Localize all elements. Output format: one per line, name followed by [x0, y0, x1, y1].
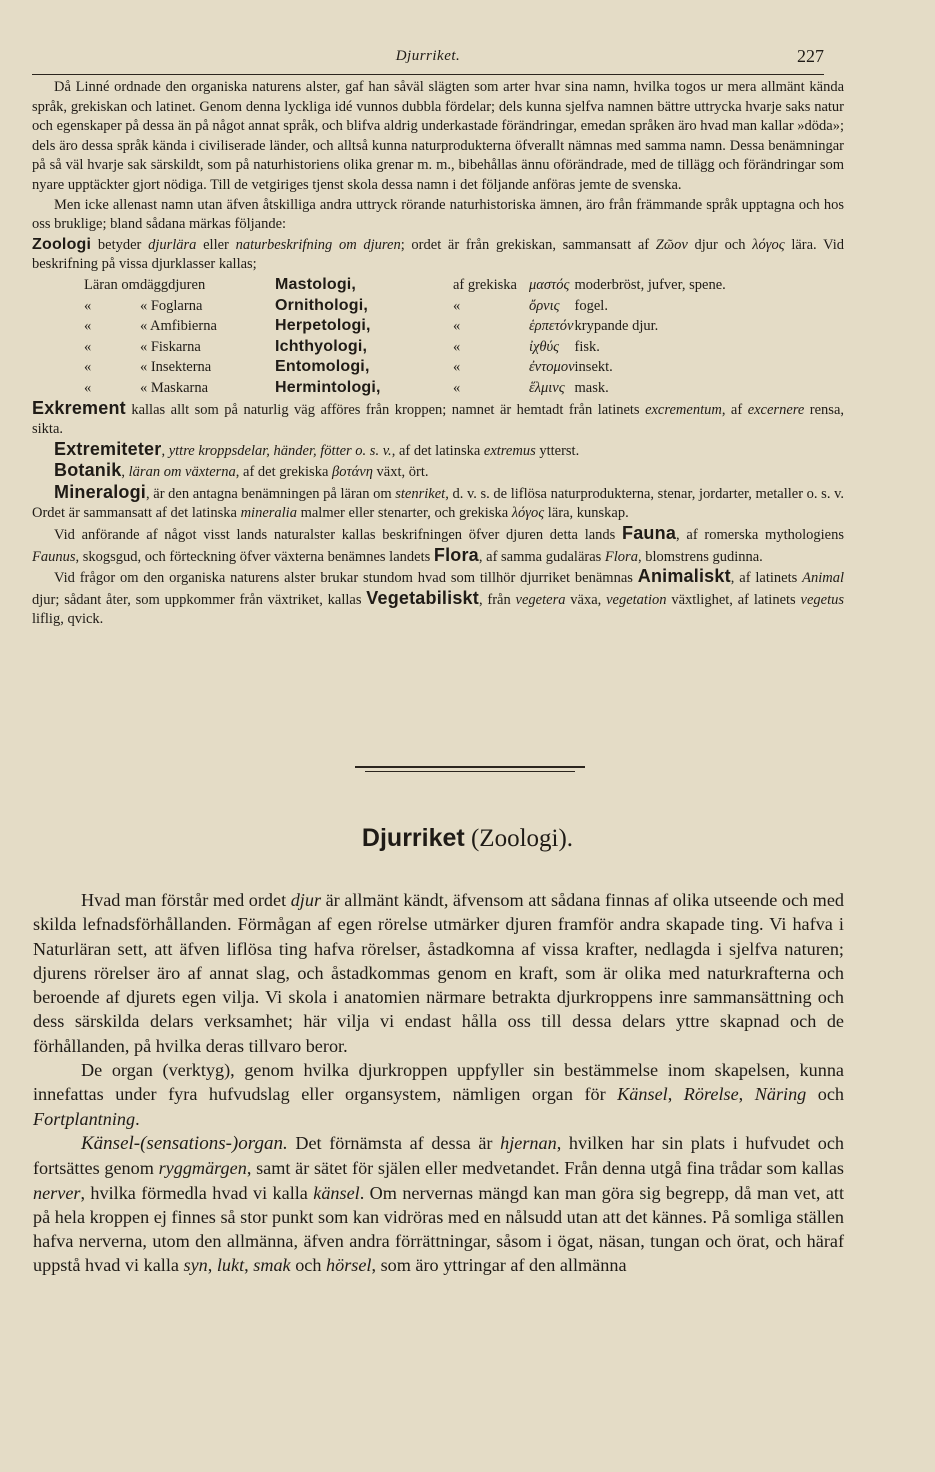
term-zoologi: Zoologi	[32, 235, 92, 253]
term-flora: Flora	[433, 544, 479, 565]
term-mineralogi: Mineralogi	[54, 481, 147, 502]
subheading-kansel: Känsel-(sensations-)organ.	[81, 1132, 288, 1154]
paragraph-djur: Hvad man förstår med ordet djur är allmänt kändt, äfvensom att sådana finnas af olika utseende och med skilda lefnadsförhållanden. Förmågan af egen rörelse utmärker djuren framför andra skapade ting. Vi hafva i Naturläran sett, att äfven liflösa ting hafva rörelser, åstadkomna af vissa krafter, nedlagda i sjelfva naturen; djurens rörelser äro af annat slag, och åstadkommas genom en kraft, som är olika med naturkrafterna och beroende af djurets egen vilja. Vi skola i anatomien närmare betrakta djurkroppens inre sammansättning och dess särskilda delars verksamhet; här vilja vi endast hålla oss till dessa delars yttre skapnad och de förhållanden, på hvilka deras tillvaro beror.	[33, 890, 844, 1056]
term-fauna: Fauna	[622, 523, 677, 544]
paragraph-organ: De organ (verktyg), genom hvilka djurkroppen uppfyller sin bestämmelse inom skapelsen, kunna innefattas under fyra hufvudslag eller organsystem, nämligen organ för Känsel, Rörelse, Näring och Fortplantning.	[33, 1060, 845, 1129]
entry-exkrement: Exkrement kallas allt som på naturlig väg afföres från kroppen; namnet är hemtadt från latinets excrementum, af excernere rensa, sikta.	[32, 397, 845, 438]
table-row: « « Maskarna Hermintologi, « ἕλμινς mask.	[32, 378, 726, 399]
section-title: Djurriket	[361, 824, 465, 852]
term-ornithologi: Ornithologi,	[274, 296, 369, 314]
term-animaliskt: Animaliskt	[637, 566, 731, 587]
section-divider-thin	[365, 771, 575, 772]
term-hermintologi: Hermintologi,	[274, 378, 381, 396]
entry-zoologi: Zoologi betyder djurlära eller naturbeskrifning om djuren; ordet är från grekiskan, sammansatt af Ζῶον djur och λόγος lära. Vid beskrifning på vissa djurklasser kallas;	[32, 235, 844, 273]
intro-small-print	[32, 78, 844, 630]
entry-mineralogi: Mineralogi, är den antagna benämningen på läran om stenriket, d. v. s. de liflösa naturprodukterna, stenar, jordarter, metaller o. s. v. Ordet är sammansatt af det latinska mineralia malmer eller stenarter, och grekiska λόγος lära, kunskap.	[32, 481, 845, 522]
table-row: « « Fiskarna Ichthyologi, « ἰχθύς fisk.	[32, 337, 726, 358]
class-terms-table	[32, 275, 726, 399]
section-subtitle: (Zoologi).	[464, 825, 574, 852]
entry-animaliskt-vegetabiliskt: Vid frågor om den organiska naturens alster brukar stundom hvad som tillhör djurriket benämnas Animaliskt, af latinets Animal djur; sådant åter, som uppkommer från växtriket, kallas Vegetabiliskt, från vegetera växa, vegetation växtlighet, af latinets vegetus liflig, qvick.	[32, 566, 844, 628]
section-heading	[0, 824, 935, 853]
entry-botanik: Botanik, läran om växterna, af det grekiska βοτάνη växt, ört.	[54, 460, 429, 481]
term-vegetabiliskt: Vegetabiliskt	[366, 587, 479, 608]
term-extremiteter: Extremiteter	[54, 438, 162, 459]
paragraph-foreign-terms: Men icke allenast namn utan äfven åtskilliga andra uttryck rörande naturhistoriska ämnen, äro från främmande språk upptagna och hos oss bruklige; bland sådana märkas följande:	[32, 196, 844, 233]
page-number: 227	[797, 46, 824, 66]
term-botanik: Botanik	[54, 460, 122, 481]
term-entomologi: Entomologi,	[274, 358, 370, 376]
running-head	[32, 44, 824, 75]
term-ichthyologi: Ichthyologi,	[274, 337, 368, 355]
term-mastologi: Mastologi,	[274, 275, 357, 293]
term-exkrement: Exkrement	[32, 397, 126, 418]
section-divider	[355, 766, 585, 768]
entry-fauna-flora: Vid anförande af något visst lands naturalster kallas beskrifningen öfver djuren detta lands Fauna, af romerska mythologiens Faunus, skogsgud, och förteckning öfver växterna benämnes landets Flora, af samma gudaläras Flora, blomstrens gudinna.	[32, 523, 844, 565]
table-row: « « Foglarna Ornithologi, « ὄρνις fogel.	[32, 296, 726, 317]
table-row: « « Amfibierna Herpetologi, « ἑρπετόν krypande djur.	[32, 316, 726, 337]
main-text	[33, 888, 844, 1278]
entry-extremiteter: Extremiteter, yttre kroppsdelar, händer, fötter o. s. v., af det latinska extremus ytterst.	[54, 438, 580, 459]
table-row: Läran om däggdjuren Mastologi, af grekiska μαστός moderbröst, jufver, spene.	[32, 275, 726, 296]
paragraph-kansel: Känsel-(sensations-)organ. Det förnämsta af dessa är hjernan, hvilken har sin plats i hufvudet och fortsättes genom ryggmärgen, samt är sätet för själen eller medvetandet. Från denna utgå fina trådar som kallas nerver, hvilka förmedla hvad vi kalla känsel. Om nervernas mängd kan man göra sig begrepp, då man vet, att på hela kroppen ej finnes så stor punkt som kan vidröras med en nålsudd utan att det kännes. På somliga ställen hafva nerverna, utom den allmänna, äfven andra förrättningar, såsom i ögat, näsan, tungan och örat, och häraf uppstå hvad vi kalla syn, lukt, smak och hörsel, som äro yttringar af den allmänna	[33, 1132, 844, 1276]
running-title: Djurriket.	[395, 48, 461, 64]
term-herpetologi: Herpetologi,	[274, 317, 371, 335]
table-row: « « Insekterna Entomologi, « ἐντομον insekt.	[32, 357, 726, 378]
paragraph-linne: Då Linné ordnade den organiska naturens alster, gaf han såväl slägten som arter hvar sina namn, hvilka togos ur mera allmänt kända språk, grekiskan och latinet. Genom denna lyckliga idé vunnos dubbla fördelar; dels kunna sjelfva namnen bättre uttrycka hvarje saks natur och egenskaper på dessa än på något annat språk, och blifva aldrig underkastade förändringar, emedan språken äro hvad man kallar »döda»; dels äro dessa språk kända i civiliserade länder, och alltså kunna naturprodukterna öfverallt nämnas med samma namn. Dessa benämningar på så väl hvarje sak särskildt, som på naturhistoriens olika grenar m. m., bibehållas ännu oförändrade, med de tillägg och förändringar som nyare upptäckter gjort nödiga. Till de vetgiriges tjenst skola dessa namn i det följande anföras jemte de svenska.	[32, 79, 844, 193]
